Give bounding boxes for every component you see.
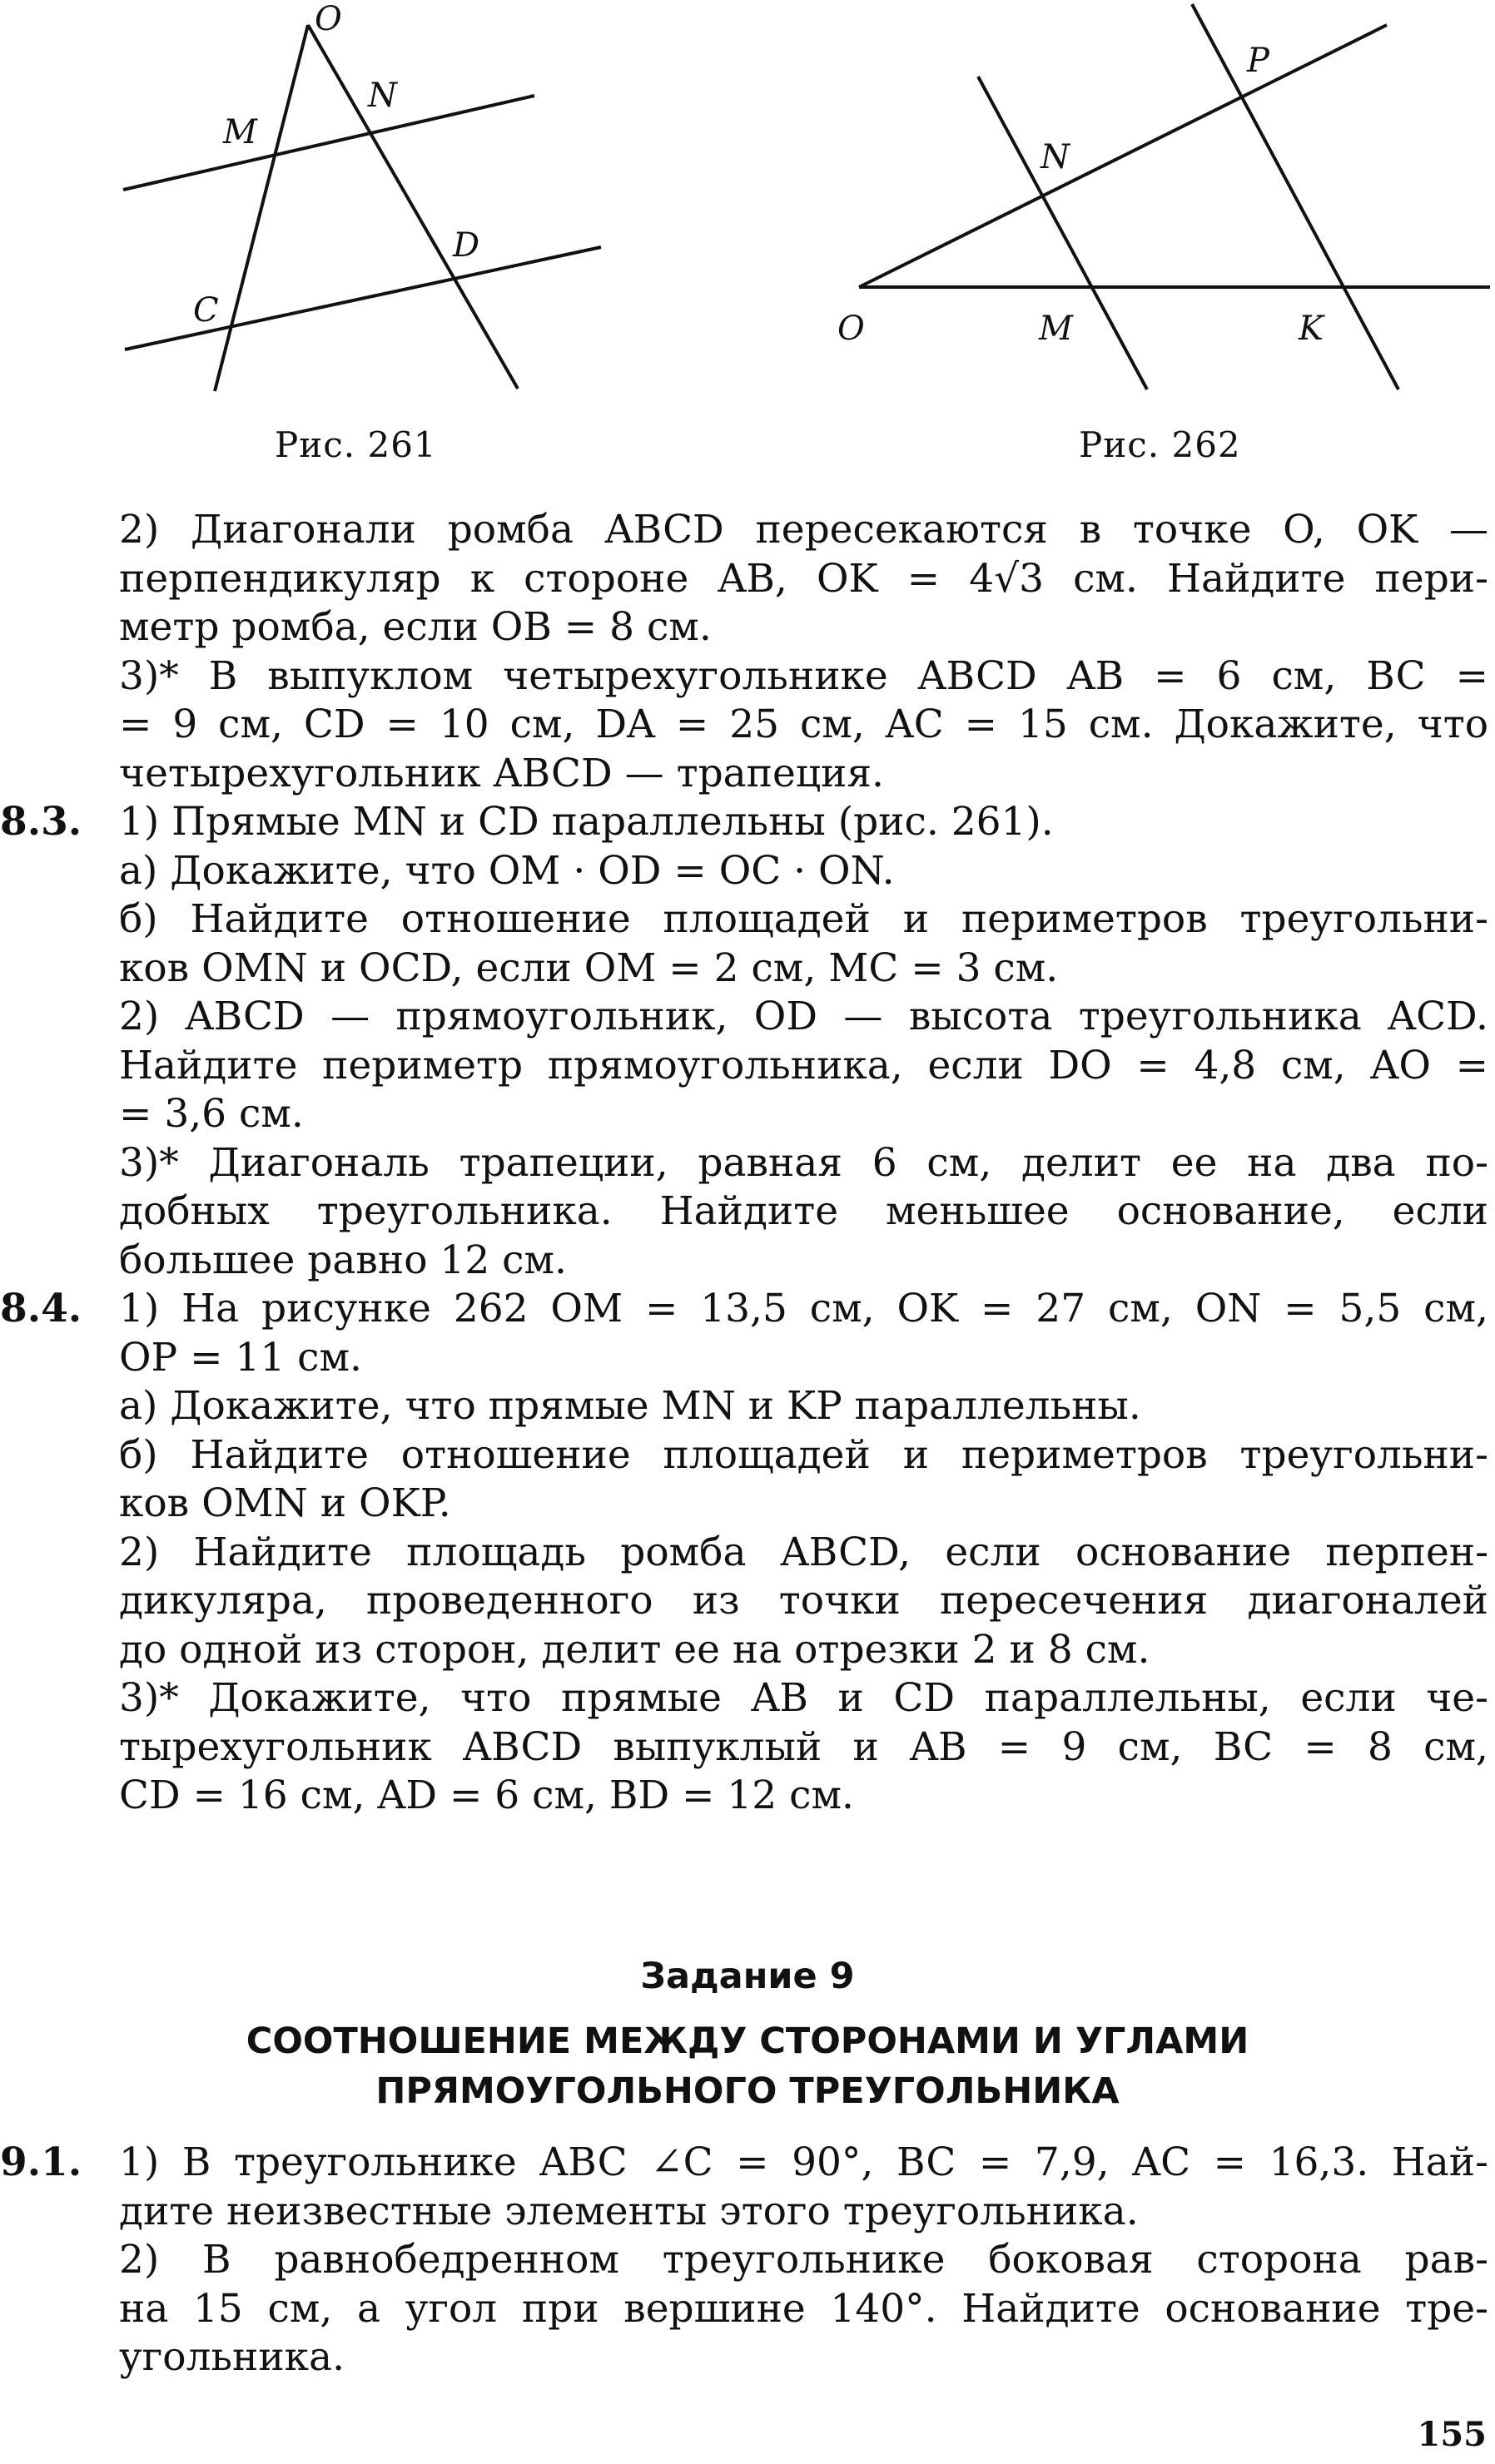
fig262-label-P: P [1247, 42, 1269, 80]
fig262-label-N: N [1041, 138, 1070, 176]
line-text: 3)* Диагональ трапеции, равная 6 см, делит ее на два по- [119, 1139, 1488, 1186]
line-text: 2) Диагонали ромба ABCD пересекаются в точке O, OK — [119, 507, 1488, 553]
line-text: метр ромба, если OB = 8 см. [119, 604, 712, 650]
fig261-line-OD [308, 25, 518, 389]
text-line [0, 506, 1495, 555]
text-line [0, 1382, 1495, 1431]
text-line [0, 1723, 1495, 1772]
line-text: до одной из сторон, делит ее на отрезки 2 и 8 см. [119, 1626, 1150, 1673]
text-line [0, 944, 1495, 994]
line-text: б) Найдите отношение площадей и периметров треугольни- [119, 1431, 1488, 1478]
fig261-label-O: O [315, 0, 342, 38]
fig261-line-OC [215, 25, 308, 391]
text-line [0, 895, 1495, 944]
exercise-number: 9.1. [0, 2139, 82, 2185]
line-text: на 15 см, а угол при вершине 140°. Найдите основание тре- [119, 2285, 1488, 2332]
line-text: тырехугольник ABCD выпуклый и AB = 9 см, BC = 8 см, [119, 1723, 1488, 1770]
line-text: 3)* В выпуклом четырехугольнике ABCD AB = 6 см, BC = [119, 652, 1488, 699]
line-text: OP = 11 см. [119, 1334, 362, 1381]
figures-area [0, 0, 1495, 499]
text-line [0, 1577, 1495, 1626]
fig261-label-C: C [193, 291, 219, 330]
line-text: 2) Найдите площадь ромба ABCD, если основание перпен- [119, 1529, 1488, 1575]
section-heading: Задание 9 [640, 1956, 855, 1997]
text-line [0, 1187, 1495, 1237]
line-text: большее равно 12 см. [119, 1237, 567, 1283]
text-line [0, 2188, 1495, 2237]
text-line [0, 1237, 1495, 1286]
text-line [0, 701, 1495, 750]
line-text: CD = 16 см, AD = 6 см, BD = 12 см. [119, 1772, 854, 1818]
line-text: Найдите периметр прямоугольника, если DO = 4,8 см, AO = [119, 1042, 1488, 1088]
figure-262 [859, 4, 1490, 389]
text-line [0, 750, 1495, 799]
caption-fig-261: Рис. 261 [275, 424, 437, 465]
text-line [0, 1139, 1495, 1188]
page-number: 155 [1417, 2415, 1487, 2454]
line-text: 2) ABCD — прямоугольник, OD — высота треугольника ACD. [119, 994, 1488, 1039]
text-line [0, 2139, 1495, 2188]
exercise-number: 8.3. [0, 799, 82, 845]
line-text: б) Найдите отношение площадей и периметров треугольни- [119, 896, 1488, 942]
text-line [0, 1042, 1495, 1091]
text-line [0, 1772, 1495, 1821]
exercise-9-text [0, 2139, 1495, 2382]
line-text: дите неизвестные элементы этого треугольника. [119, 2188, 1139, 2234]
text-line [0, 798, 1495, 847]
text-line [0, 1529, 1495, 1578]
line-text: ков OMN и OCD, если OM = 2 см, MC = 3 см. [119, 944, 1059, 991]
text-line [0, 603, 1495, 652]
line-text: 2) В равнобедренном треугольнике боковая сторона рав- [119, 2237, 1488, 2283]
line-text: 3)* Докажите, что прямые AB и CD параллельны, если че- [119, 1675, 1488, 1721]
text-line [0, 1674, 1495, 1723]
fig262-label-M: M [1039, 310, 1073, 348]
line-text: а) Докажите, что OM · OD = OC · ON. [119, 847, 895, 894]
line-text: 1) Прямые MN и CD параллельны (рис. 261). [119, 799, 1054, 845]
line-text: а) Докажите, что прямые MN и KP параллельны. [119, 1383, 1141, 1429]
text-line [0, 1334, 1495, 1383]
text-line [0, 1480, 1495, 1529]
fig261-line-MN [123, 96, 534, 190]
line-text: угольника. [119, 2334, 345, 2380]
text-line [0, 1090, 1495, 1139]
text-line [0, 847, 1495, 896]
fig262-label-O: O [837, 310, 865, 348]
text-line [0, 993, 1495, 1042]
fig261-label-N: N [368, 77, 397, 115]
line-text: добных треугольника. Найдите меньшее основание, если [119, 1188, 1488, 1234]
figure-261 [123, 25, 601, 391]
line-text: перпендикуляр к стороне AB, OK = 4√3 см. Найдите пери- [119, 555, 1488, 602]
section-title-line-2: ПРЯМОУГОЛЬНОГО ТРЕУГОЛЬНИКА [375, 2070, 1120, 2112]
fig261-label-M: M [223, 113, 257, 151]
caption-fig-262: Рис. 262 [1079, 424, 1241, 465]
fig262-label-K: K [1299, 310, 1324, 348]
fig262-line-KP [1192, 4, 1398, 389]
line-text: = 9 см, CD = 10 см, DA = 25 см, AC = 15 см. Докажите, что [119, 702, 1488, 747]
fig262-line-OP [859, 25, 1387, 287]
fig261-label-D: D [453, 226, 480, 265]
text-line [0, 1285, 1495, 1334]
line-text: 1) На рисунке 262 OM = 13,5 см, OK = 27 см, ON = 5,5 см, [119, 1286, 1488, 1331]
text-line [0, 1626, 1495, 1675]
line-text: дикуляра, проведенного из точки пересечения диагоналей [119, 1578, 1488, 1624]
text-line [0, 2285, 1495, 2334]
text-line [0, 2236, 1495, 2285]
text-line [0, 1431, 1495, 1480]
text-line [0, 652, 1495, 702]
section-title-line-1: СООТНОШЕНИЕ МЕЖДУ СТОРОНАМИ И УГЛАМИ [246, 2020, 1249, 2062]
line-text: 1) В треугольнике ABC ∠C = 90°, BC = 7,9, AC = 16,3. Най- [119, 2139, 1488, 2185]
text-line [0, 555, 1495, 604]
exercise-text [0, 506, 1495, 1821]
exercise-number: 8.4. [0, 1286, 82, 1331]
line-text: = 3,6 см. [119, 1091, 304, 1137]
text-line [0, 2333, 1495, 2382]
line-text: ков OMN и OKP. [119, 1480, 451, 1526]
line-text: четырехугольник ABCD — трапеция. [119, 750, 884, 796]
